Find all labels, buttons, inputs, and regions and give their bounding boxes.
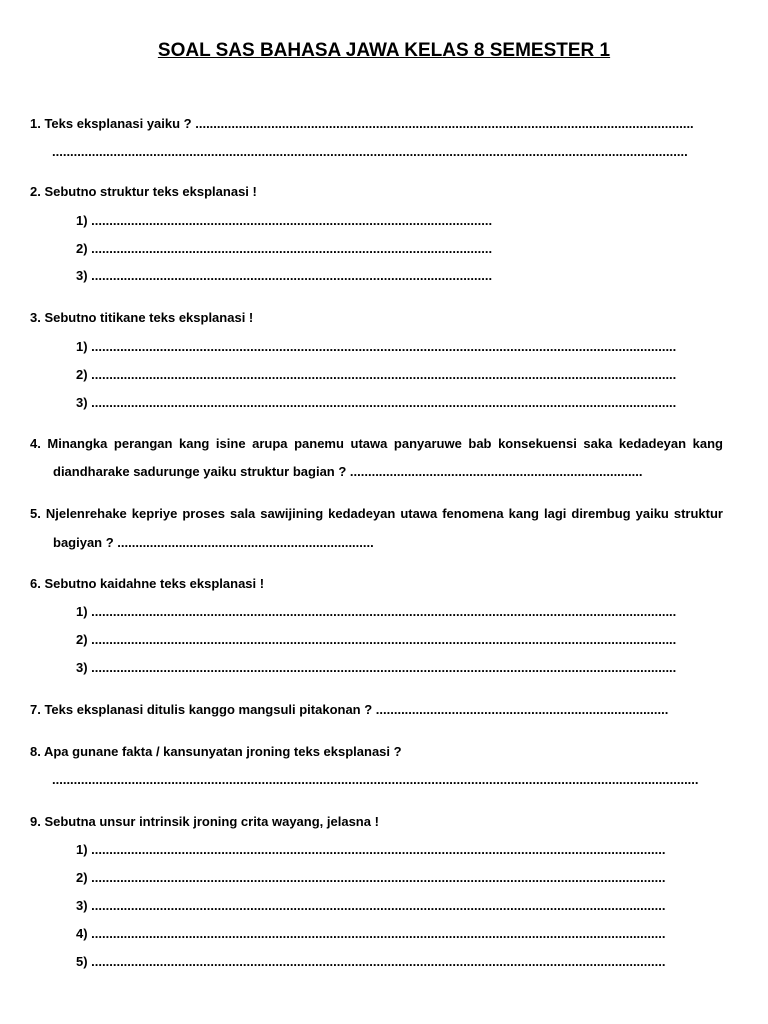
- question-7: 7. Teks eksplanasi ditulis kanggo mangsuli pitakonan ? .................................................................................: [30, 702, 669, 717]
- answer-item[interactable]: 3) ..................................................................................................................................................................: [76, 660, 677, 675]
- answer-item[interactable]: 2) ...............................................................................................................................................................: [76, 870, 666, 885]
- question-6: 6. Sebutno kaidahne teks eksplanasi !: [30, 576, 265, 591]
- question-2: 2. Sebutno struktur teks eksplanasi !: [30, 184, 257, 199]
- question-9: 9. Sebutna unsur intrinsik jroning crita wayang, jelasna !: [30, 814, 379, 829]
- answer-line[interactable]: ................................................................................................................................................................................: [52, 144, 688, 159]
- question-5: 5. Njelenrehake kepriye proses sala sawijining kedadeyan utawa fenomena kang lagi dirembug yaiku struktur: [30, 506, 723, 521]
- question-5-continued: bagiyan ? .......................................................................: [53, 535, 374, 550]
- answer-item[interactable]: 2) ...............................................................................................................: [76, 241, 493, 256]
- page-title: SOAL SAS BAHASA JAWA KELAS 8 SEMESTER 1: [157, 40, 611, 61]
- question-4-continued: diandharake sadurunge yaiku struktur bagian ? .................................................................................: [53, 464, 643, 479]
- answer-item[interactable]: 2) ..................................................................................................................................................................: [76, 367, 677, 382]
- answer-item[interactable]: 3) ..................................................................................................................................................................: [76, 395, 677, 410]
- answer-item[interactable]: 2) ..................................................................................................................................................................: [76, 632, 677, 647]
- answer-item[interactable]: 3) ...............................................................................................................: [76, 268, 493, 283]
- question-1: 1. Teks eksplanasi yaiku ? ..........................................................................................................................................: [30, 116, 694, 131]
- answer-item[interactable]: 5) ...............................................................................................................................................................: [76, 954, 666, 969]
- answer-item[interactable]: 3) ...............................................................................................................................................................: [76, 898, 666, 913]
- answer-item[interactable]: 1) ...............................................................................................................: [76, 213, 493, 228]
- answer-line[interactable]: ...................................................................................................................................................................................: [52, 772, 699, 787]
- answer-item[interactable]: 1) ..................................................................................................................................................................: [76, 604, 677, 619]
- question-3: 3. Sebutno titikane teks eksplanasi !: [30, 310, 254, 325]
- question-8: 8. Apa gunane fakta / kansunyatan jroning teks eksplanasi ?: [30, 744, 402, 759]
- answer-item[interactable]: 4) ...............................................................................................................................................................: [76, 926, 666, 941]
- question-4: 4. Minangka perangan kang isine arupa panemu utawa panyaruwe bab konsekuensi saka kedadeyan kang: [30, 436, 723, 451]
- answer-item[interactable]: 1) ..................................................................................................................................................................: [76, 339, 677, 354]
- answer-item[interactable]: 1) ...............................................................................................................................................................: [76, 842, 666, 857]
